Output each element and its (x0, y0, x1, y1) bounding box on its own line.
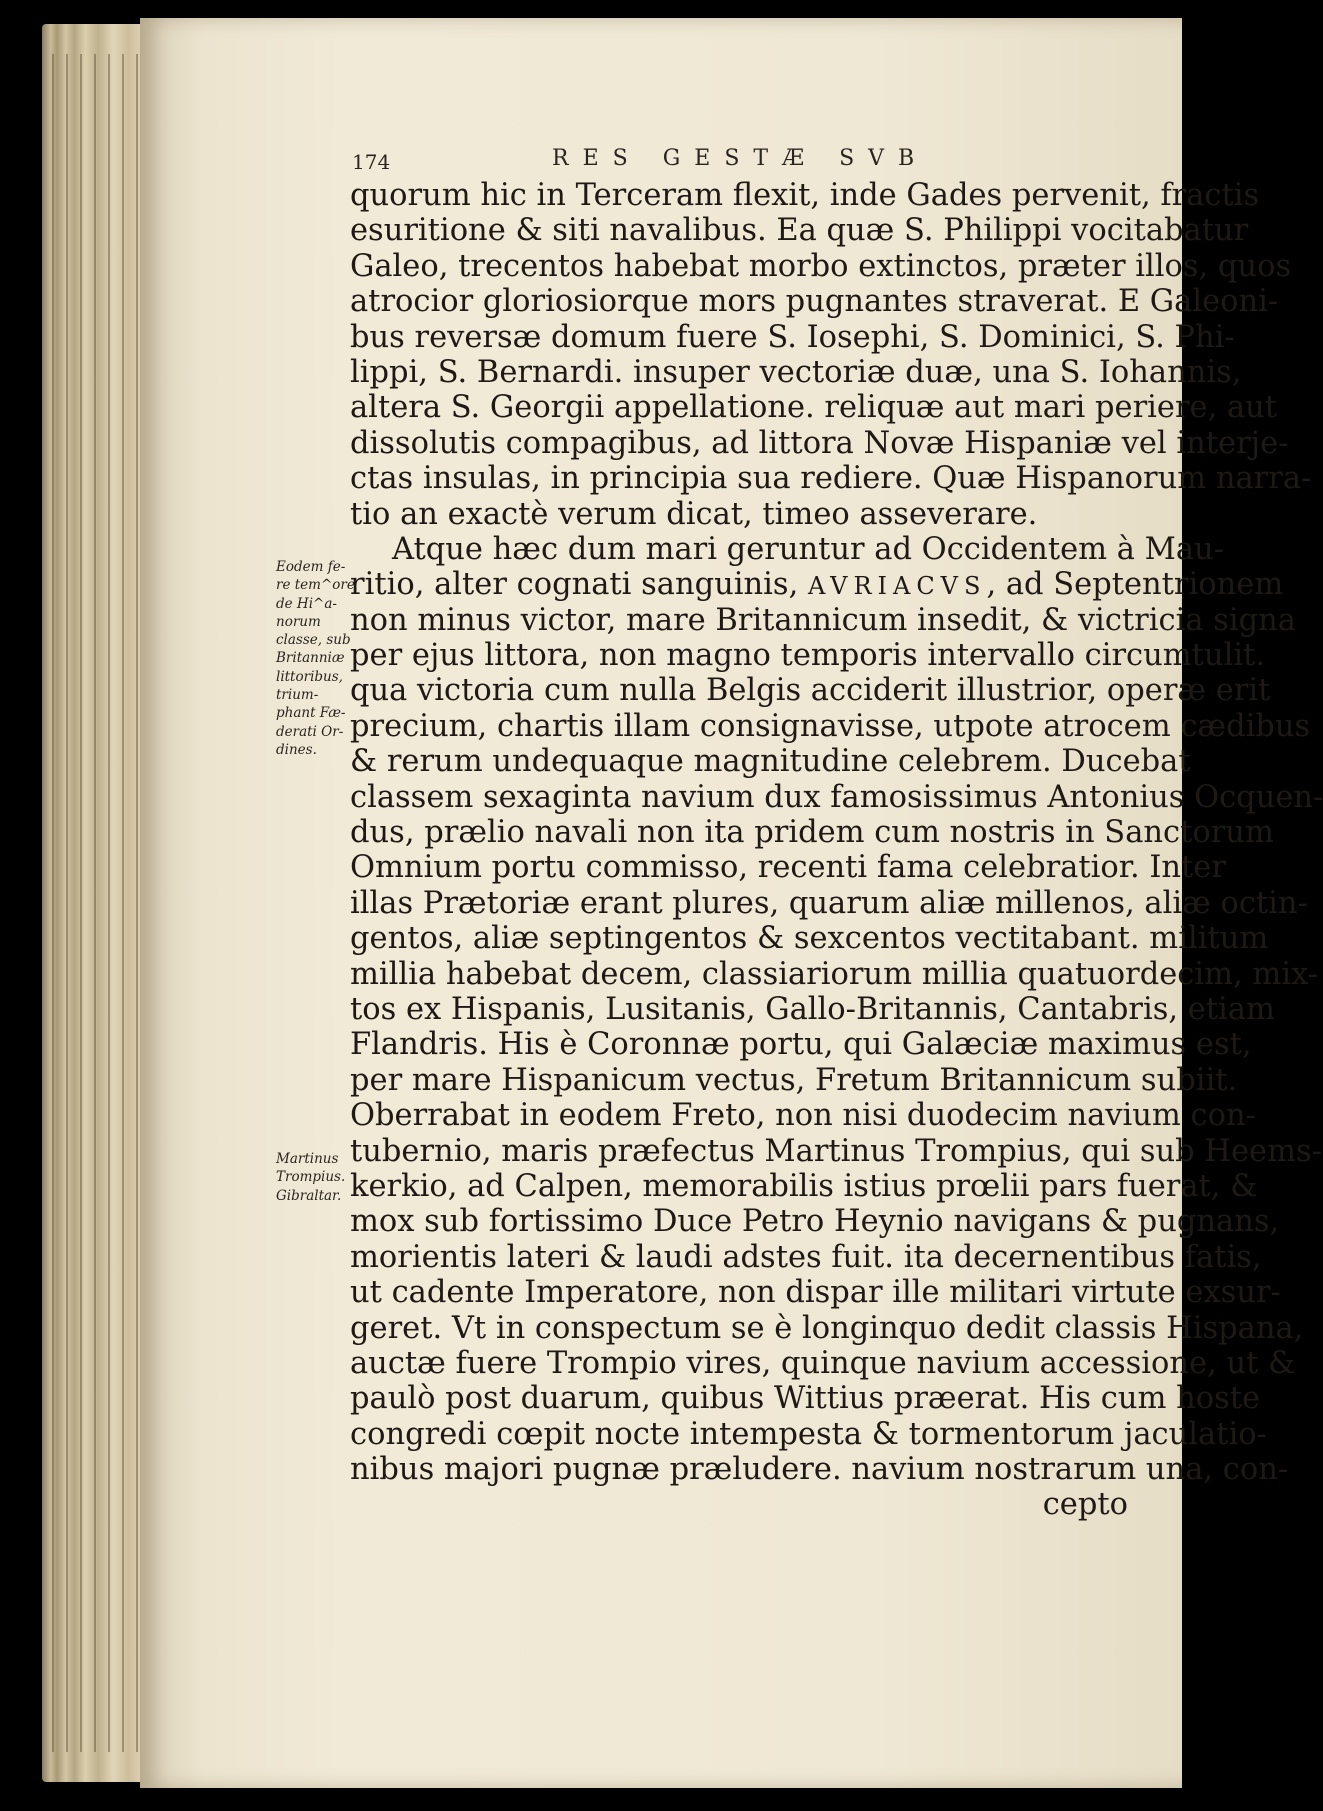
book-page-edges (42, 24, 150, 1782)
running-head (352, 146, 992, 182)
text-line: ritio, alter cognati sanguinis, AVRIACVS, ad Septentrionem (350, 567, 1284, 603)
text-line: Flandris. His è Coronnæ portu, qui Galæciæ maximus est, (350, 1027, 1252, 1063)
text-line: dus, prælio navali non ita pridem cum nostris in Sanctorum (350, 815, 1274, 851)
running-title: RES GESTÆ SVB (552, 146, 929, 171)
text-line: illas Prætoriæ erant plures, quarum aliæ millenos, aliæ octin- (350, 885, 1308, 921)
text-line: per mare Hispanicum vectus, Fretum Britannicum subiit. (350, 1062, 1238, 1098)
text-line: Atque hæc dum mari geruntur ad Occidentem à Mau- (392, 531, 1224, 567)
text-line: millia habebat decem, classiariorum millia quatuordecim, mix- (350, 956, 1319, 992)
text-line: tubernio, maris præfectus Martinus Trompius, qui sub Heems- (350, 1133, 1322, 1169)
catchword: cepto (1042, 1487, 1128, 1523)
margin-note-trompius: Martinus Trompius. Gibraltar. (276, 1151, 346, 1204)
text-line: tio an exactè verum dicat, timeo asseverare. (350, 496, 1038, 532)
text-line: tos ex Hispanis, Lusitanis, Gallo-Britannis, Cantabris, etiam (350, 991, 1275, 1027)
page-number: 174 (352, 150, 391, 174)
text-line: geret. Vt in conspectum se è longinquo dedit classis Hispana, (350, 1310, 1304, 1346)
text-line: morientis lateri & laudi adstes fuit. ita decernentibus fatis, (350, 1239, 1262, 1275)
text-line: altera S. Georgii appellatione. reliquæ aut mari periere, aut (350, 390, 1278, 426)
text-line: dissolutis compagibus, ad littora Novæ Hispaniæ vel interje- (350, 425, 1289, 461)
main-text (350, 178, 1323, 1523)
text-line: auctæ fuere Trompio vires, quinque navium accessione, ut & (350, 1345, 1296, 1381)
text-line: qua victoria cum nulla Belgis acciderit illustrior, operæ erit (350, 673, 1271, 709)
text-line: precium, chartis illam consignavisse, utpote atrocem cædibus (350, 708, 1311, 744)
text-line: gentos, aliæ septingentos & sexcentos vectitabant. militum (350, 921, 1269, 957)
margin-note-eodem: Eodem fe- re tem^ore de Hi^a- norum classe, sub Britanniæ littoribus, trium- phant Fæ- derati Or- dines. (276, 559, 355, 758)
text-line: quorum hic in Terceram flexit, inde Gades pervenit, fractis (350, 178, 1260, 213)
text-line: per ejus littora, non magno temporis intervallo circumtulit. (350, 638, 1266, 674)
text-line: Omnium portu commisso, recenti fama celebratior. Inter (350, 850, 1226, 886)
name-auriacus: AVRIACVS (807, 572, 987, 601)
text-line: classem sexaginta navium dux famosissimus Antonius Ocquen- (350, 779, 1323, 815)
paragraph-1 (350, 178, 1312, 532)
text-line: mox sub fortissimo Duce Petro Heynio navigans & pugnans, (350, 1204, 1280, 1240)
text-line: bus reversæ domum fuere S. Iosephi, S. Dominici, S. Phi- (350, 319, 1235, 355)
text-line: & rerum undequaque magnitudine celebrem. Ducebat (350, 744, 1191, 780)
text-line: atrocior gloriosiorque mors pugnantes straverat. E Galeoni- (350, 284, 1279, 320)
text-line: paulò post duarum, quibus Wittius præerat. His cum hoste (350, 1381, 1261, 1417)
text-line: ctas insulas, in principia sua rediere. Quæ Hispanorum narra- (350, 461, 1312, 497)
text-line: Galeo, trecentos habebat morbo extinctos, præter illos, quos (350, 248, 1292, 284)
text-line: Oberrabat in eodem Freto, non nisi duodecim navium con- (350, 1098, 1256, 1134)
text-line: esuritione & siti navalibus. Ea quæ S. Philippi vocitabatur (350, 213, 1249, 249)
text-line: ut cadente Imperatore, non dispar ille militari virtute exsur- (350, 1275, 1281, 1311)
text-line: kerkio, ad Calpen, memorabilis istius prœlii pars fuerat, & (350, 1168, 1258, 1204)
text-line: nibus majori pugnæ præludere. navium nostrarum una, con- (350, 1452, 1289, 1488)
paragraph-2 (350, 531, 1323, 1523)
text-line: non minus victor, mare Britannicum insedit, & victricia signa (350, 602, 1296, 638)
text-line: congredi cœpit nocte intempesta & tormentorum jaculatio- (350, 1416, 1267, 1452)
text-line: lippi, S. Bernardi. insuper vectoriæ duæ, una S. Iohannis, (350, 354, 1242, 390)
